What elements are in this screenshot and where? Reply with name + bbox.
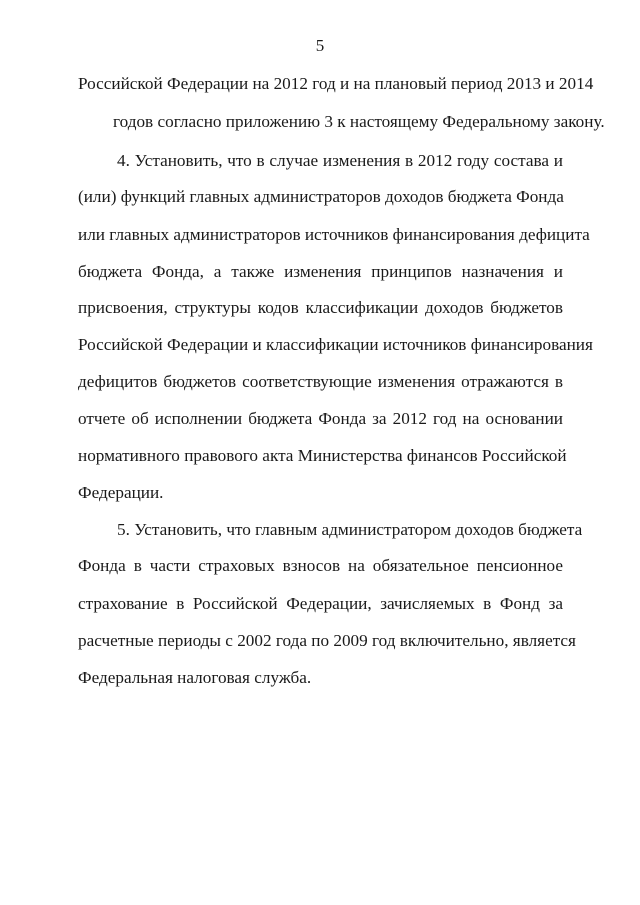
text-line: дефицитов бюджетов соответствующие изменения отражаются в — [78, 372, 563, 391]
text-line: отчете об исполнении бюджета Фонда за 2012 год на основании — [78, 409, 563, 428]
text-line: годов согласно приложению 3 к настоящему Федеральному закону. — [113, 112, 605, 131]
text-line: или главных администраторов источников финансирования дефицита — [78, 225, 590, 244]
text-line: 4. Установить, что в случае изменения в 2012 году состава и — [117, 151, 563, 170]
text-line: расчетные периоды с 2002 года по 2009 год включительно, является — [78, 631, 576, 650]
text-line: страхование в Российской Федерации, зачисляемых в Фонд за — [78, 594, 563, 613]
text-line: (или) функций главных администраторов доходов бюджета Фонда — [78, 187, 564, 206]
text-line: Российской Федерации на 2012 год и на плановый период 2013 и 2014 — [78, 74, 594, 93]
text-line: Российской Федерации и классификации источников финансирования — [78, 335, 593, 354]
text-line: присвоения, структуры кодов классификации доходов бюджетов — [78, 298, 563, 317]
text-line: бюджета Фонда, а также изменения принципов назначения и — [78, 262, 563, 281]
page-number: 5 — [315, 36, 325, 55]
text-line: Фонда в части страховых взносов на обязательное пенсионное — [78, 556, 563, 575]
text-line: 5. Установить, что главным администратором доходов бюджета — [117, 520, 583, 539]
text-line: нормативного правового акта Министерства финансов Российской — [78, 446, 567, 465]
text-line: Федерации. — [78, 483, 164, 502]
text-line: Федеральная налоговая служба. — [78, 668, 312, 687]
